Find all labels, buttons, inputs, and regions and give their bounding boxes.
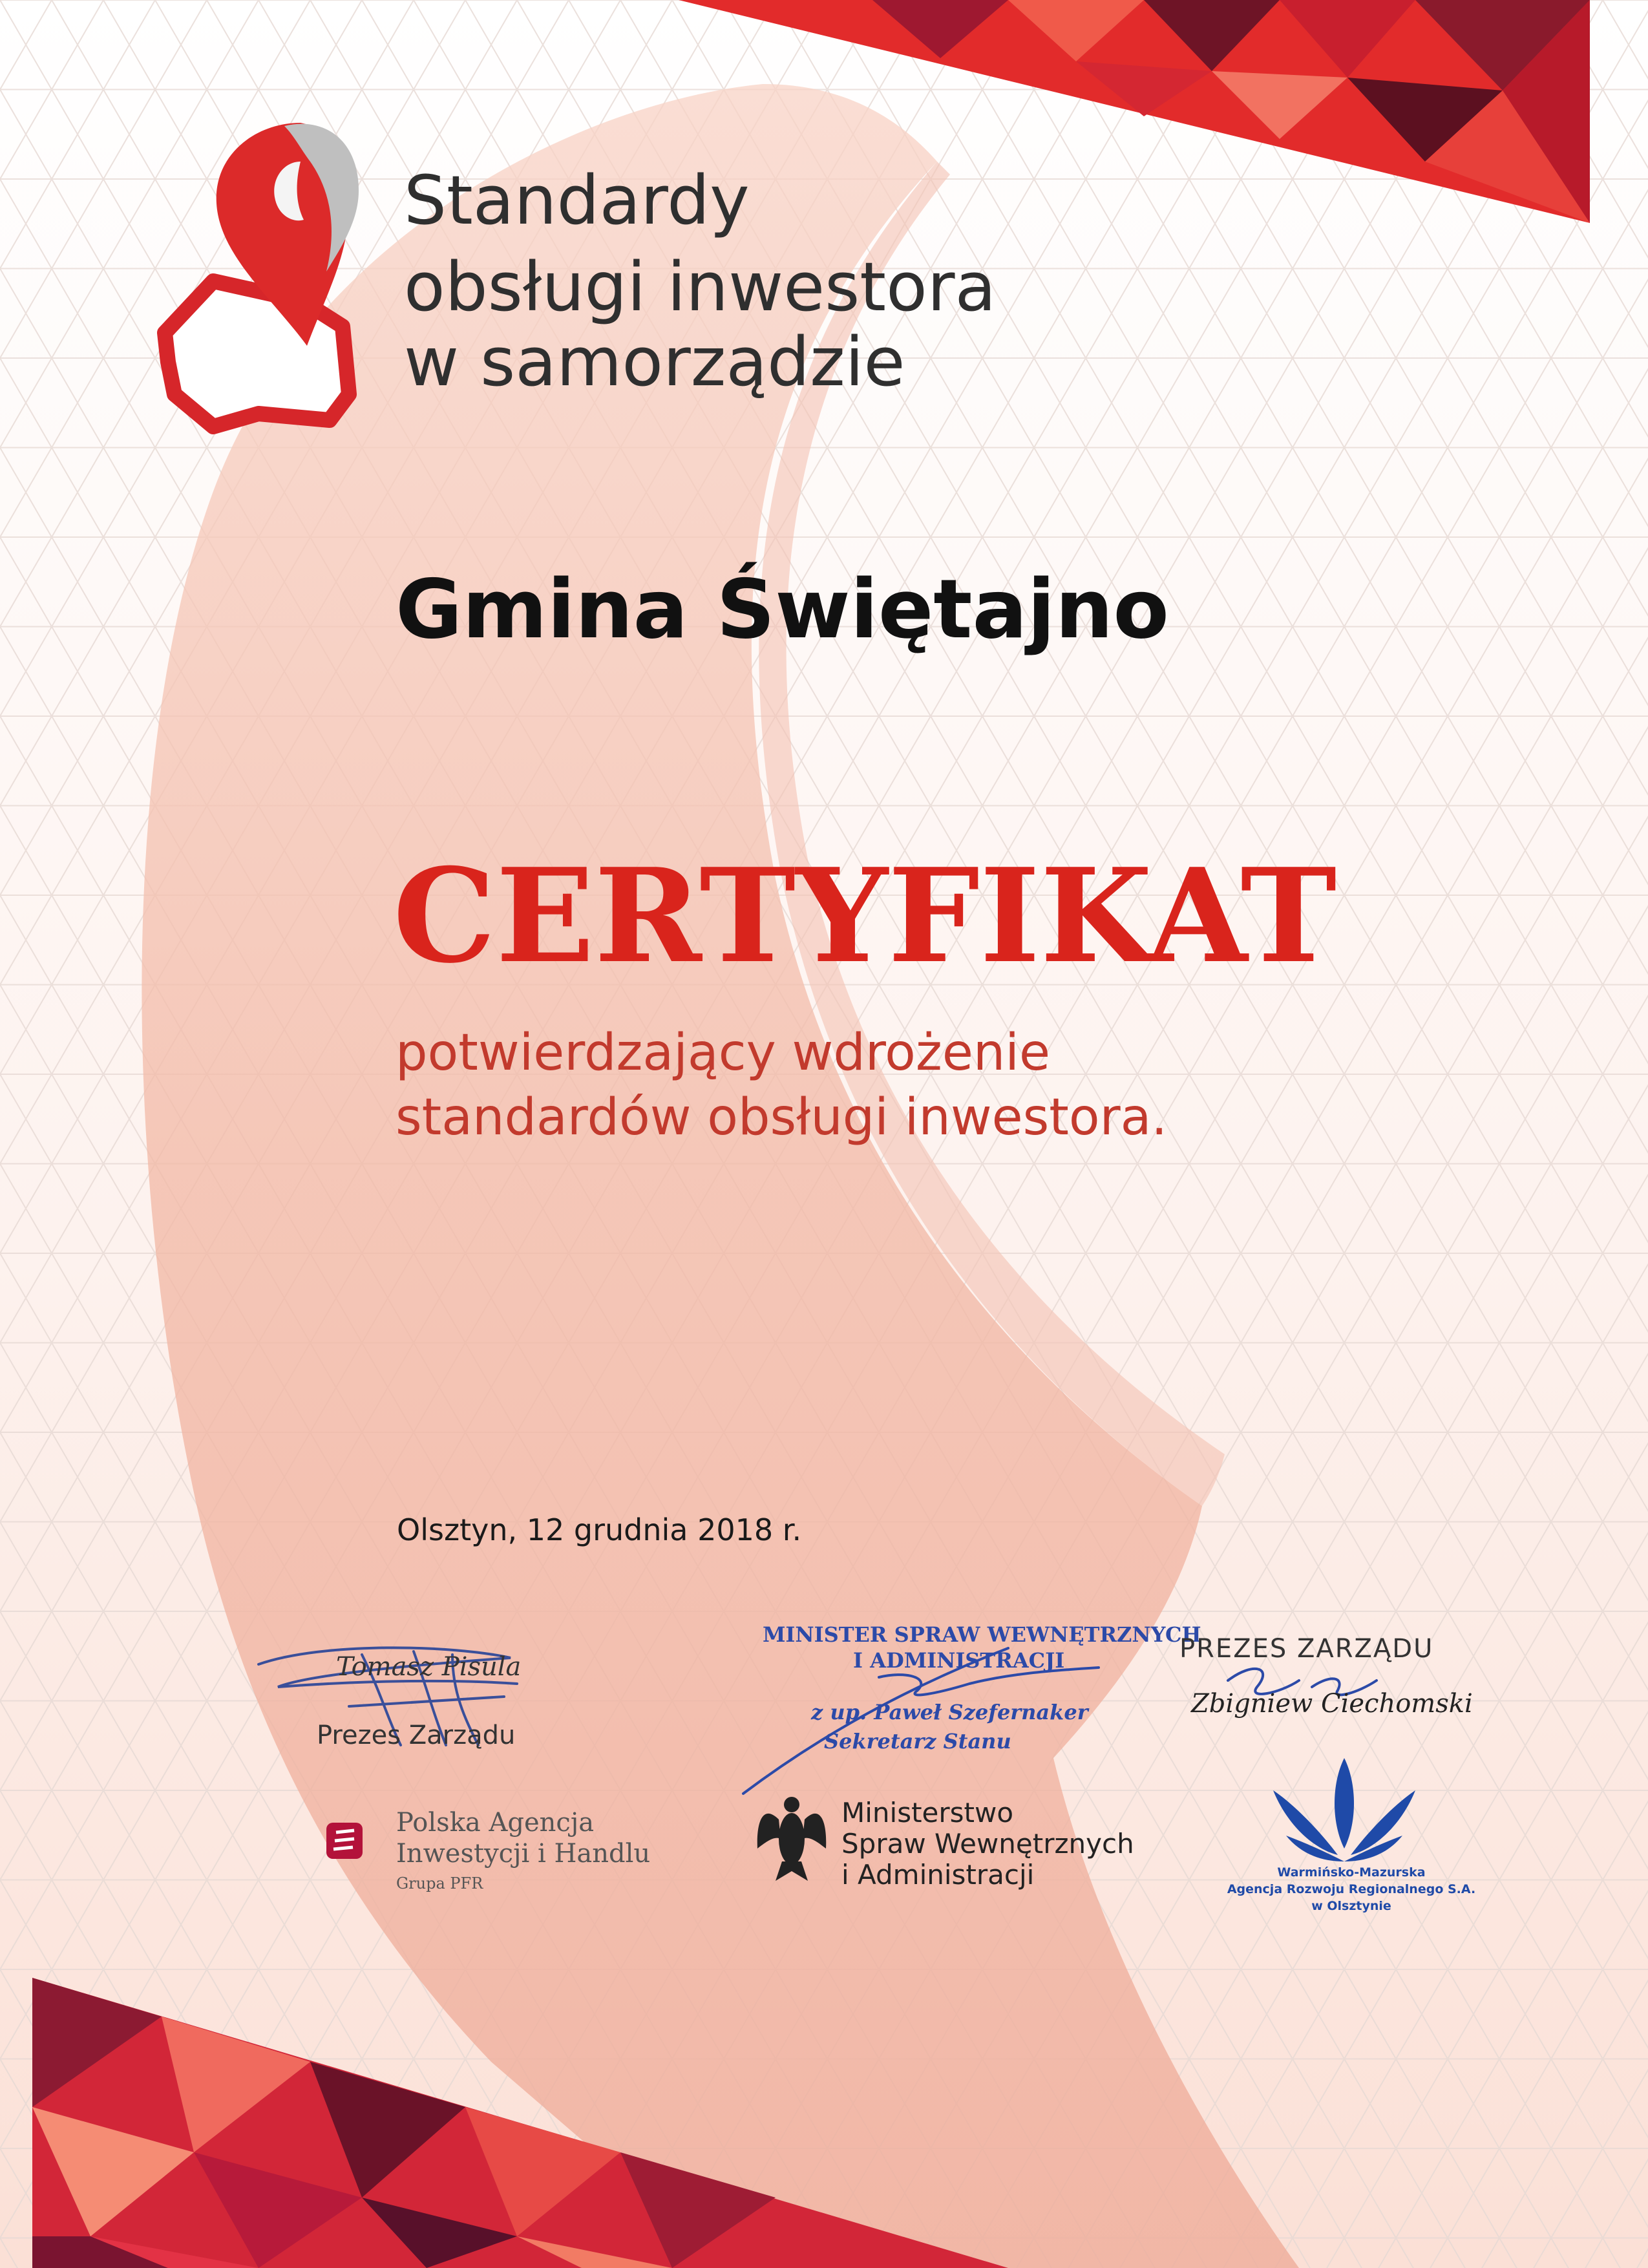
paih-group-label: Grupa PFR <box>396 1874 483 1892</box>
signatory-2-role: Sekretarz Stanu <box>824 1729 1011 1754</box>
signatory-1-name: Tomasz Pisula <box>336 1652 522 1682</box>
signatory-2-stamp-line-2: I ADMINISTRACJI <box>853 1648 1065 1673</box>
mswia-name-line-1: Ministerstwo <box>841 1797 1014 1828</box>
paih-name-line-1: Polska Agencja <box>396 1808 595 1838</box>
warmia-agency-line-1: Warmińsko-Mazurska <box>1277 1865 1426 1880</box>
program-title-line-1: Standardy <box>404 161 750 240</box>
program-title-line-2: obsługi inwestora <box>404 248 997 326</box>
warmia-agency-line-3: w Olsztynie <box>1311 1899 1391 1913</box>
place-and-date: Olsztyn, 12 grudnia 2018 r. <box>397 1512 802 1547</box>
signatory-3-role: PREZES ZARZĄDU <box>1179 1634 1434 1664</box>
signatory-2-name: z up. Paweł Szefernaker <box>811 1700 1088 1724</box>
program-title-line-3: w samorządzie <box>404 323 905 401</box>
warmia-agency-line-2: Agencja Rozwoju Regionalnego S.A. <box>1227 1882 1476 1896</box>
signatory-1-role: Prezes Zarządu <box>317 1721 516 1750</box>
paih-logo-mark <box>326 1823 363 1859</box>
signatory-3-name: Zbigniew Ciechomski <box>1191 1689 1473 1719</box>
certificate-title: CERTYFIKAT <box>393 840 1337 992</box>
mswia-name-line-3: i Administracji <box>841 1859 1035 1891</box>
mswia-name-line-2: Spraw Wewnętrznych <box>841 1828 1134 1860</box>
paih-name-line-2: Inwestycji i Handlu <box>396 1839 651 1869</box>
signatory-2-stamp-line-1: MINISTER SPRAW WEWNĘTRZNYCH <box>763 1622 1201 1647</box>
certificate-subtitle-line-1: potwierdzający wdrożenie <box>396 1024 1050 1082</box>
recipient-name: Gmina Świętajno <box>396 562 1169 657</box>
certificate-subtitle-line-2: standardów obsługi inwestora. <box>396 1088 1168 1147</box>
